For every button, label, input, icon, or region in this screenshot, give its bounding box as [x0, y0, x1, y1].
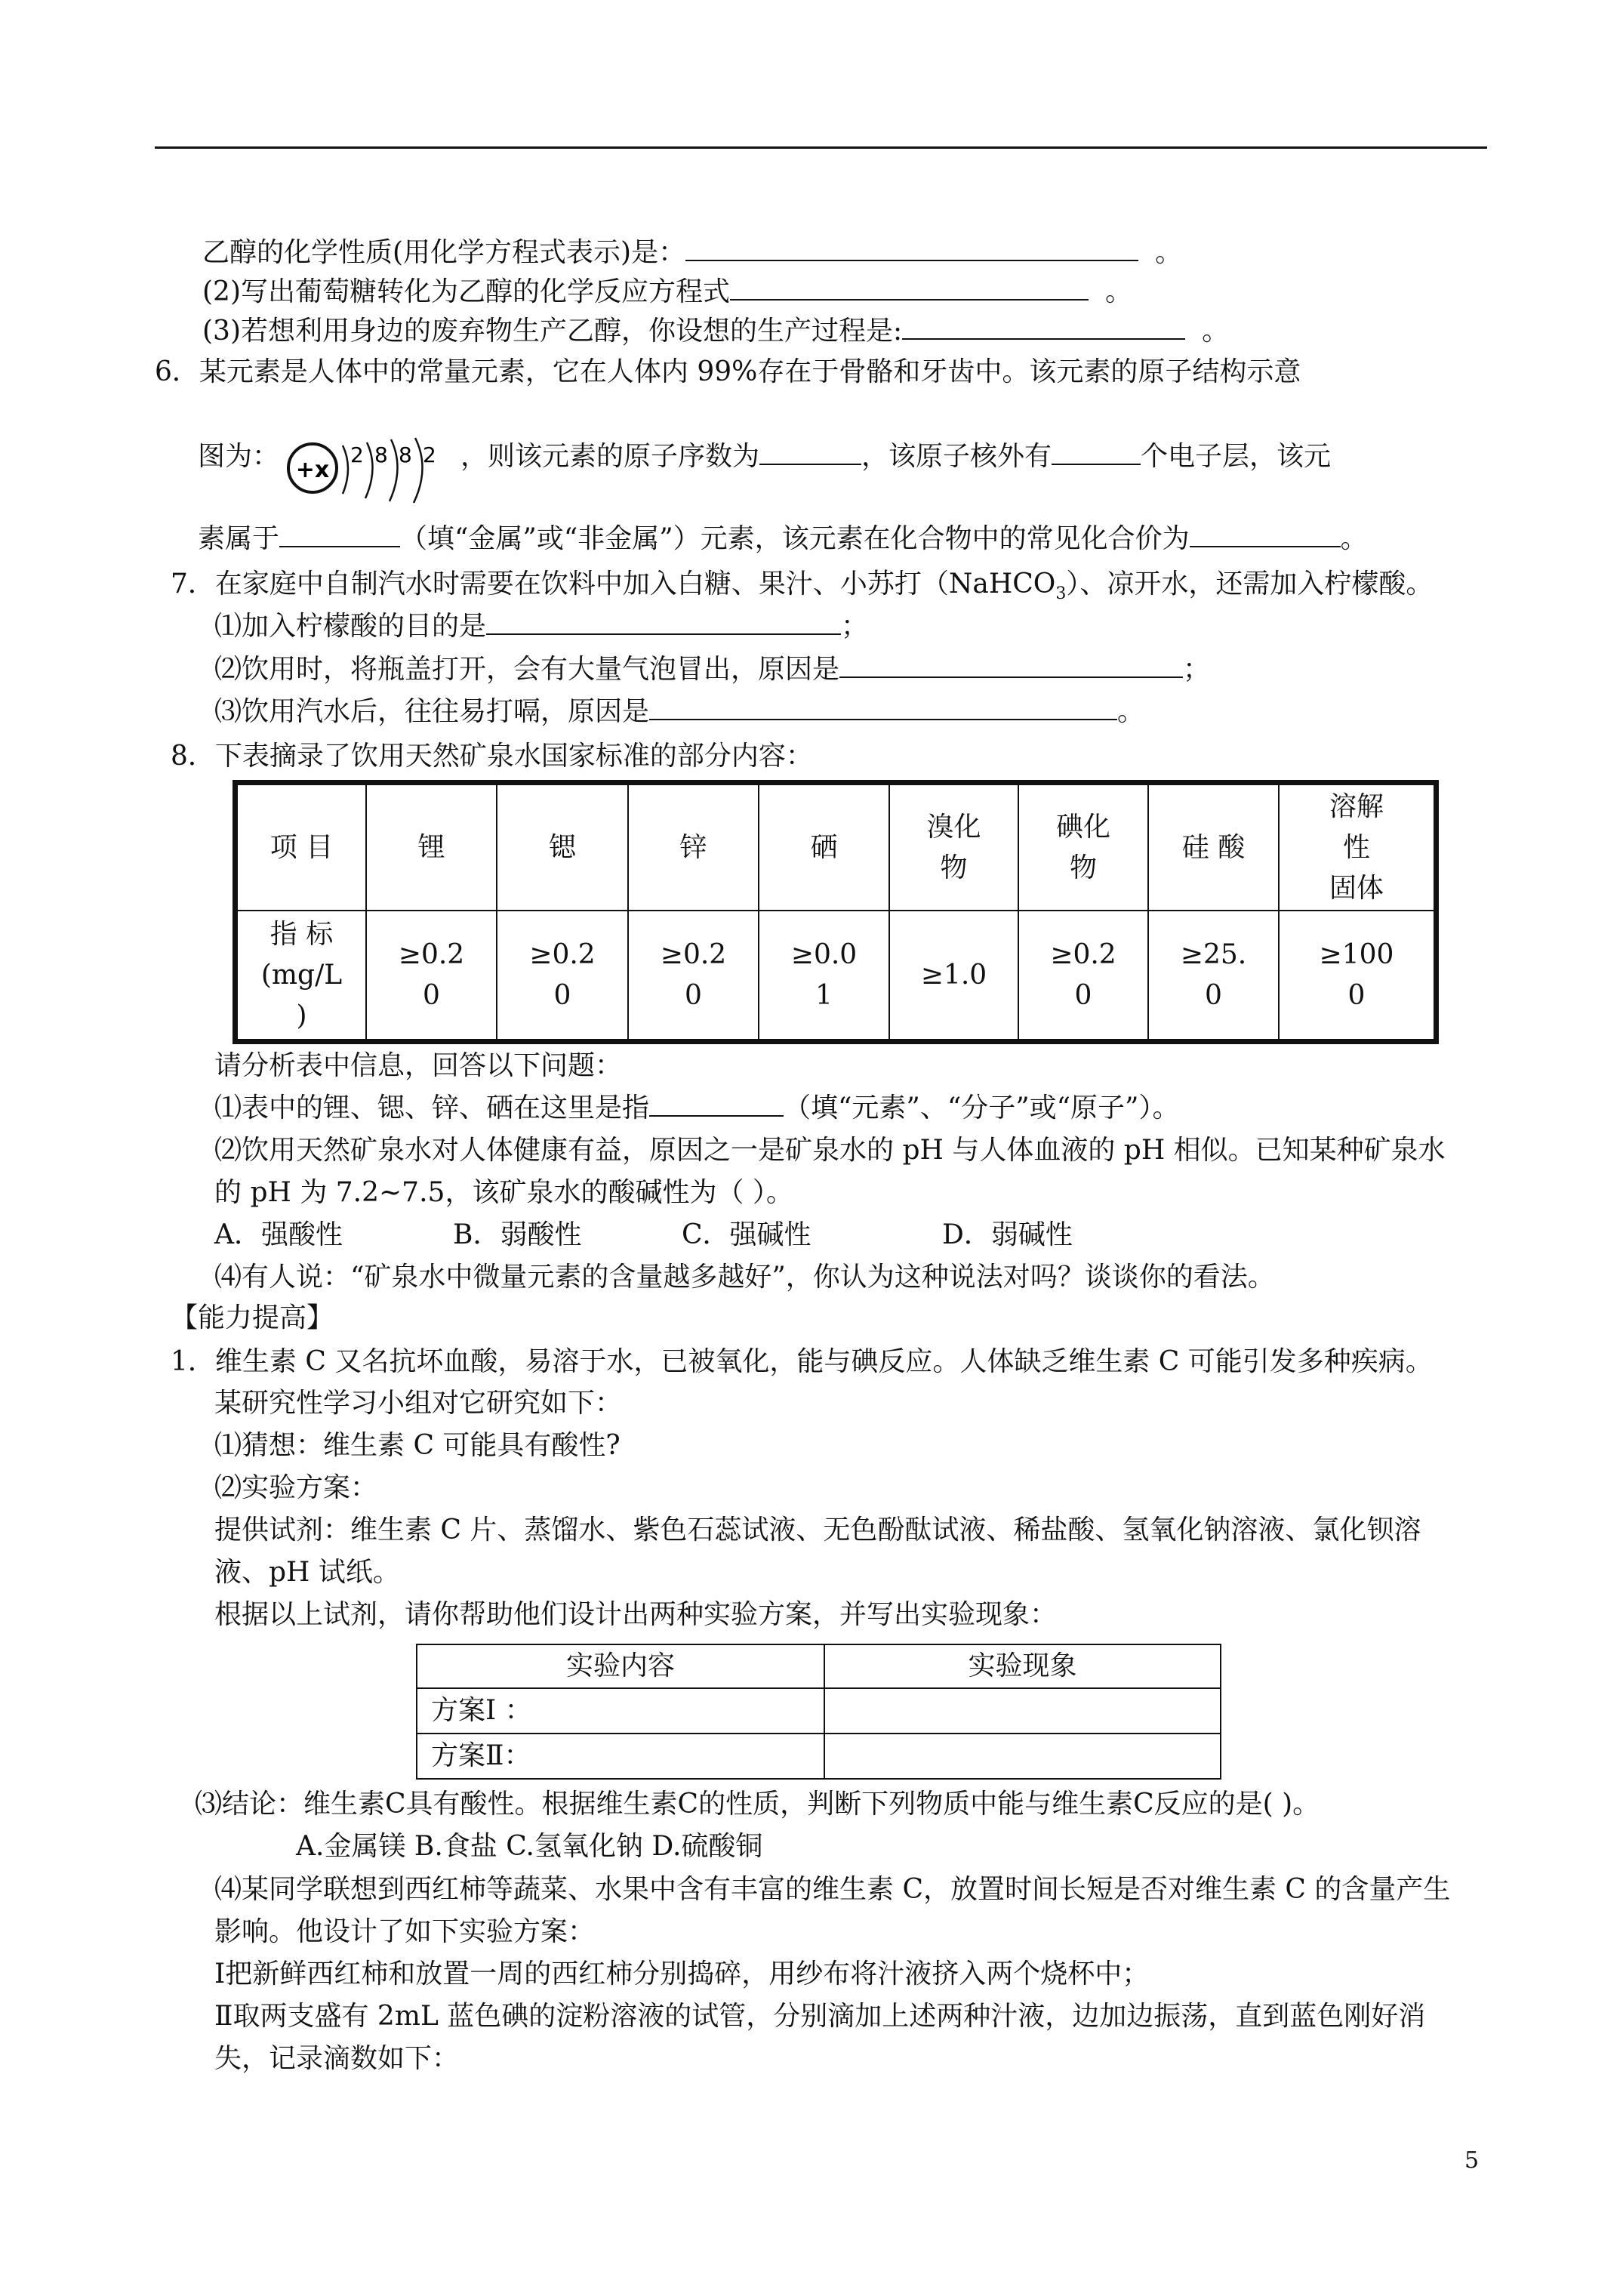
q8-p1 — [214, 1092, 1179, 1125]
q5-line3 — [202, 315, 1229, 348]
q5-line3-end: 。 — [1202, 316, 1230, 347]
section-heading: 【能力提高】 — [171, 1302, 334, 1333]
q8-p1-text2: （填“元素”、“分子”或“原子”）。 — [784, 1093, 1180, 1123]
answer-blank[interactable] — [486, 611, 841, 635]
q7-p1 — [214, 610, 868, 643]
experiment-table — [416, 1644, 1221, 1780]
table-cell: 锌 — [628, 784, 759, 911]
q6-line3 — [198, 522, 1368, 556]
q6-line2-text3: 个电子层，该元 — [1141, 441, 1332, 472]
n1-line5: 提供试剂：维生素 C 片、蒸馏水、紫色石蕊试液、无色酚酞试液、稀盐酸、氢氧化钠溶液、氯化钡溶 — [214, 1515, 1421, 1546]
q7-p2-text: ⑵饮用时，将瓶盖打开，会有大量气泡冒出，原因是 — [214, 654, 840, 685]
n1-line10: ⑷某同学联想到西红柿等蔬菜、水果中含有丰富的维生素 C，放置时间长短是否对维生素 C 的含量产生 — [214, 1874, 1451, 1905]
n1-line11: 影响。他设计了如下实验方案： — [214, 1916, 596, 1947]
answer-blank[interactable] — [649, 696, 1117, 720]
table-header-row — [417, 1644, 1221, 1688]
table-cell: ≥0.0 1 — [759, 911, 889, 1040]
electron-shell-arc — [365, 442, 373, 498]
q7-p3 — [214, 695, 1144, 729]
table-cell: 方案Ⅰ ： — [417, 1688, 824, 1734]
table-header-cell: 实验现象 — [824, 1644, 1221, 1688]
answer-blank[interactable] — [839, 654, 1183, 678]
table-cell: 指 标 (mg/L ) — [237, 911, 366, 1040]
q7-line1-text2: ）、凉开水，还需加入柠檬酸。 — [1066, 569, 1434, 599]
table-cell-answer[interactable] — [824, 1734, 1221, 1779]
q7-subscript: 3 — [1055, 584, 1067, 604]
table-header-row — [237, 784, 1434, 911]
table-cell: 碘化 物 — [1018, 784, 1148, 911]
n1-line8: ⑶结论：维生素C具有酸性。根据维生素C的性质，判断下列物质中能与维生素C反应的是( )。 — [195, 1789, 1320, 1820]
q7-p3-text: ⑶饮用汽水后，往往易打嗝，原因是 — [214, 696, 650, 727]
q5-line1-end: 。 — [1155, 237, 1183, 268]
q7-p1-end: ； — [841, 611, 869, 642]
q5-line3-text: (3)若想利用身边的废弃物生产乙醇，你设想的生产过程是: — [202, 316, 903, 347]
q6-line2-text: ，则该元素的原子序数为 — [460, 441, 760, 472]
table-cell: 硅 酸 — [1148, 784, 1279, 911]
table-cell: 锶 — [497, 784, 628, 911]
table-cell: 锂 — [366, 784, 497, 911]
electron-shell-arc — [390, 439, 398, 501]
q5-line2-text: (2)写出葡萄糖转化为乙醇的化学反应方程式 — [202, 276, 730, 307]
table-cell: 溴化 物 — [889, 784, 1018, 911]
answer-blank[interactable] — [730, 276, 1089, 300]
n1-line14: 失，记录滴数如下： — [214, 2043, 460, 2074]
n1-line12: Ⅰ把新鲜西红柿和放置一周的西红柿分别捣碎，用纱布将汁液挤入两个烧杯中； — [214, 1959, 1150, 1989]
table-cell-answer[interactable] — [824, 1688, 1221, 1734]
n1-line9: A.金属镁 B.食盐 C.氢氧化钠 D.硫酸铜 — [296, 1831, 763, 1862]
q8-option-d: D．弱碱性 — [942, 1219, 1073, 1250]
q7-p2 — [214, 653, 1210, 686]
q8-p4: ⑷有人说：“矿泉水中微量元素的含量越多越好”，你认为这种说法对吗？谈谈你的看法。 — [214, 1262, 1275, 1293]
q7-p1-text: ⑴加入柠檬酸的目的是 — [214, 611, 487, 642]
n1-line2: 某研究性学习小组对它研究如下： — [214, 1388, 623, 1419]
n1-line4: ⑵实验方案： — [214, 1472, 378, 1503]
electron-shell-arc — [343, 445, 348, 494]
table-cell: ≥0.2 0 — [366, 911, 497, 1040]
n1-line1: 1．维生素 C 又名抗坏血酸，易溶于水，已被氧化，能与碘反应。人体缺乏维生素 C 可能引发多种疾病。 — [171, 1346, 1433, 1377]
q6-line3-end: 。 — [1340, 523, 1368, 554]
table-cell: 硒 — [759, 784, 889, 911]
shell-electron-count: 2 — [350, 442, 364, 467]
table-cell: ≥0.2 0 — [1018, 911, 1148, 1040]
n1-line13: Ⅱ取两支盛有 2mL 蓝色碘的淀粉溶液的试管，分别滴加上述两种汁液，边加边振荡，直到蓝色刚好消 — [214, 2001, 1426, 2032]
n1-line3: ⑴猜想：维生素 C 可能具有酸性? — [214, 1430, 621, 1461]
n1-line6: 液、pH 试纸。 — [214, 1557, 400, 1588]
table-row — [417, 1734, 1221, 1779]
table-cell: 方案Ⅱ： — [417, 1734, 824, 1779]
q5-line1 — [202, 236, 1182, 270]
q7-p3-end: 。 — [1117, 696, 1145, 727]
q7-p2-end: ； — [1183, 654, 1211, 685]
q8-option-b: B．弱酸性 — [453, 1219, 582, 1250]
shell-electron-count: 8 — [399, 442, 412, 467]
q6-line2 — [460, 440, 1331, 473]
q8-after: 请分析表中信息，回答以下问题： — [214, 1050, 623, 1081]
shell-electron-count: 2 — [423, 442, 436, 467]
q8-option-c: C．强碱性 — [682, 1219, 812, 1250]
q6-line1: 6．某元素是人体中的常量元素，它在人体内 99%存在于骨骼和牙齿中。该元素的原子结构示意 — [155, 356, 1301, 387]
table-cell: ≥1.0 — [889, 911, 1018, 1040]
q8-p2-line1: ⑵饮用天然矿泉水对人体健康有益，原因之一是矿泉水的 pH 与人体血液的 pH 相似。已知某种矿泉水 — [214, 1135, 1446, 1166]
table-cell: 溶解 性 固体 — [1279, 784, 1434, 911]
q6-line3-text: 素属于 — [198, 523, 280, 554]
q7-line1 — [171, 568, 1433, 611]
table-header-cell: 实验内容 — [417, 1644, 824, 1688]
q6-line2-text2: ，该原子核外有 — [861, 441, 1052, 472]
atom-structure-diagram — [281, 429, 470, 504]
table-cell: ≥0.2 0 — [628, 911, 759, 1040]
shell-electron-count: 8 — [374, 442, 388, 467]
q8-intro: 8．下表摘录了饮用天然矿泉水国家标准的部分内容： — [171, 741, 813, 772]
q8-option-a: A．强酸性 — [214, 1219, 343, 1250]
answer-blank[interactable] — [649, 1093, 784, 1117]
nucleus-label: +x — [295, 457, 330, 483]
page-number: 5 — [1464, 2147, 1480, 2174]
q7-line1-text: 7．在家庭中自制汽水时需要在饮料中加入白糖、果汁、小苏打（NaHCO — [171, 569, 1056, 599]
n1-line7: 根据以上试剂，请你帮助他们设计出两种实验方案，并写出实验现象： — [214, 1599, 1058, 1630]
table-cell: ≥0.2 0 — [497, 911, 628, 1040]
answer-blank[interactable] — [279, 523, 400, 547]
header-rule — [155, 146, 1487, 149]
q5-line1-text: 乙醇的化学性质(用化学方程式表示)是： — [202, 237, 686, 268]
answer-blank[interactable] — [902, 316, 1185, 340]
q8-p2-line2: 的 pH 为 7.2~7.5，该矿泉水的酸碱性为（ ）。 — [214, 1177, 793, 1208]
table-row — [417, 1688, 1221, 1734]
q6-line2-prefix: 图为： — [198, 441, 280, 472]
electron-shell-arc — [414, 438, 423, 503]
table-row — [237, 911, 1434, 1040]
answer-blank[interactable] — [1190, 523, 1341, 547]
answer-blank[interactable] — [759, 441, 861, 465]
mineral-water-standard-table — [233, 780, 1439, 1044]
table-cell: ≥100 0 — [1279, 911, 1434, 1040]
table-cell: ≥25. 0 — [1148, 911, 1279, 1040]
answer-blank[interactable] — [1052, 441, 1141, 465]
table-cell: 项 目 — [237, 784, 366, 911]
answer-blank[interactable] — [685, 237, 1138, 261]
q5-line2 — [202, 276, 1132, 309]
q8-p1-text: ⑴表中的锂、锶、锌、硒在这里是指 — [214, 1093, 650, 1123]
q6-line3-text2: （填“金属”或“非金属”）元素，该元素在化合物中的常见化合价为 — [400, 523, 1190, 554]
q5-line2-end: 。 — [1105, 276, 1133, 307]
